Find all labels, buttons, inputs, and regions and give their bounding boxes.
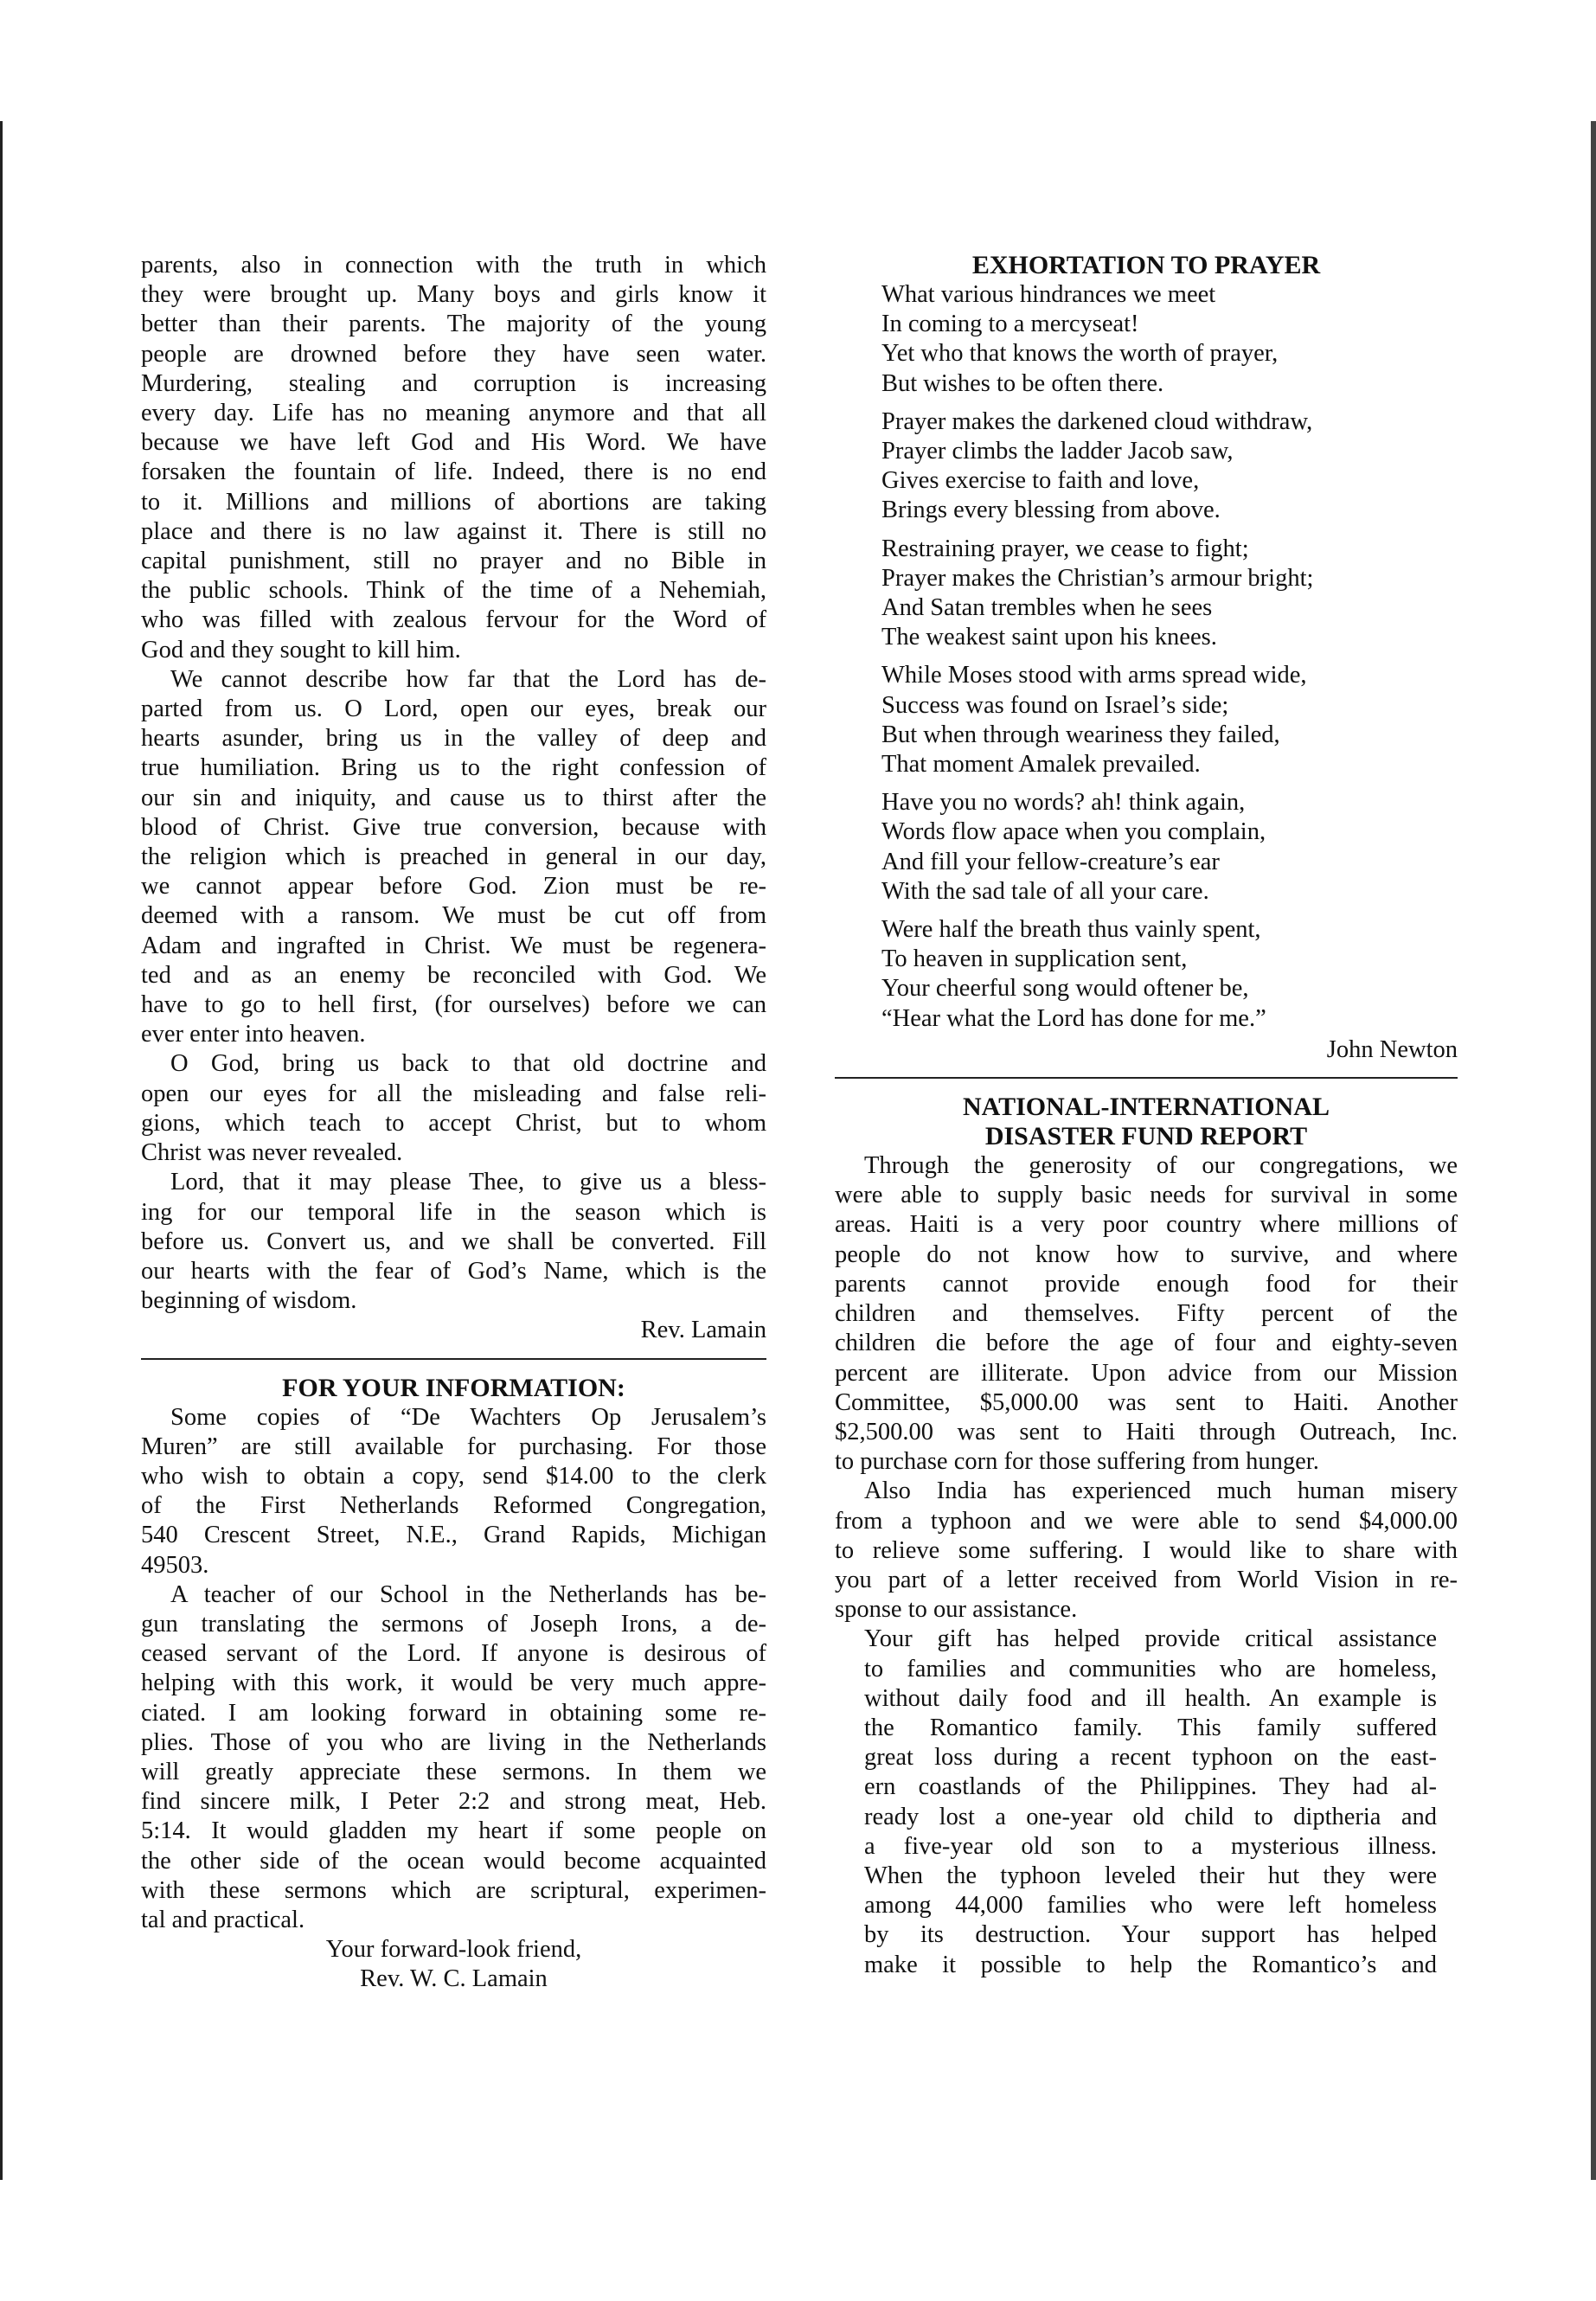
text-line: find sincere milk, I Peter 2:2 and strong meat, Heb.: [141, 1788, 766, 1816]
poem-line: Success was found on Israel’s side;: [881, 691, 1229, 719]
scan-right-edge: [1591, 121, 1596, 2180]
text-line: beginning of wisdom.: [141, 1287, 357, 1315]
text-line: with these sermons which are scriptural, experimen-: [141, 1876, 766, 1904]
poem-line: Your cheerful song would oftener be,: [881, 975, 1249, 1003]
text-line: of the First Netherlands Reformed Congregation,: [141, 1492, 766, 1520]
text-line: areas. Haiti is a very poor country where millions of: [835, 1211, 1458, 1239]
poem-line: But when through weariness they failed,: [881, 721, 1280, 748]
text-line: people do not know how to survive, and where: [835, 1240, 1458, 1268]
text-line: Adam and ingrafted in Christ. We must be regenera-: [141, 932, 766, 959]
text-line: percent are illiterate. Upon advice from our Mission: [835, 1359, 1458, 1387]
text-line: Committee, $5,000.00 was sent to Haiti. Another: [835, 1388, 1458, 1416]
poem-line: Were half the breath thus vainly spent,: [881, 916, 1261, 944]
text-line: our hearts with the fear of God’s Name, which is the: [141, 1257, 766, 1285]
poem-line: Gives exercise to faith and love,: [881, 467, 1200, 495]
poem-line: What various hindrances we meet: [881, 281, 1216, 308]
text-line: we cannot appear before God. Zion must be re-: [141, 873, 766, 901]
text-line: Some copies of “De Wachters Op Jerusalem’s: [170, 1403, 766, 1431]
text-line: plies. Those of you who are living in the Netherlands: [141, 1728, 766, 1756]
text-line: a five-year old son to a mysterious illness.: [864, 1832, 1437, 1860]
scan-left-edge: [0, 121, 3, 2180]
text-line: parents, also in connection with the truth in which: [141, 252, 766, 279]
text-line: people are drowned before they have seen water.: [141, 340, 766, 368]
poem-line: Prayer climbs the ladder Jacob saw,: [881, 438, 1234, 465]
text-line: Through the generosity of our congregations, we: [864, 1152, 1458, 1180]
text-line: to it. Millions and millions of abortions are taking: [141, 488, 766, 516]
text-line: Your gift has helped provide critical assistance: [864, 1625, 1437, 1653]
closing-salutation: Your forward-look friend,: [325, 1936, 582, 1964]
text-line: make it possible to help the Romantico’s and: [864, 1951, 1437, 1978]
poem-stanza: [881, 407, 1458, 526]
heading-disaster-fund-report: DISASTER FUND REPORT: [984, 1122, 1308, 1151]
text-line: 540 Crescent Street, N.E., Grand Rapids, Michigan: [141, 1522, 766, 1549]
text-line: who wish to obtain a copy, send $14.00 to the clerk: [141, 1462, 766, 1490]
text-line: have to go to hell first, (for ourselves) before we can: [141, 991, 766, 1019]
text-line: without daily food and ill health. An example is: [864, 1684, 1437, 1712]
text-line: ready lost a one-year old child to diptheria and: [864, 1803, 1437, 1830]
text-line: 5:14. It would gladden my heart if some people on: [141, 1817, 766, 1845]
poem-line: Words flow apace when you complain,: [881, 818, 1266, 846]
text-line: sponse to our assistance.: [835, 1596, 1078, 1624]
text-line: from a typhoon and we were able to send $4,000.00: [835, 1507, 1458, 1535]
text-line: gions, which teach to accept Christ, but to whom: [141, 1109, 766, 1137]
section-divider: [835, 1077, 1458, 1079]
text-line: the religion which is preached in general in our day,: [141, 843, 766, 871]
poem-line: Prayer makes the Christian’s armour bright;: [881, 564, 1314, 592]
text-line: were able to supply basic needs for survival in some: [835, 1182, 1458, 1209]
paragraph-book-copies: [141, 1403, 766, 1580]
text-line: to families and communities who are homeless,: [864, 1655, 1437, 1682]
text-line: they were brought up. Many boys and girls know it: [141, 281, 766, 309]
text-line: Lord, that it may please Thee, to give us a bless-: [170, 1169, 766, 1196]
text-line: every day. Life has no meaning anymore and that all: [141, 400, 766, 427]
text-line: the other side of the ocean would become acquainted: [141, 1847, 766, 1875]
text-line: ing for our temporal life in the season which is: [141, 1198, 766, 1226]
poem-line: Prayer makes the darkened cloud withdraw,: [881, 407, 1313, 435]
text-line: by its destruction. Your support has helped: [864, 1921, 1437, 1949]
text-line: better than their parents. The majority of the young: [141, 311, 766, 338]
poem-line: Brings every blessing from above.: [881, 497, 1221, 524]
text-line: 49503.: [141, 1551, 209, 1579]
text-line: gun translating the sermons of Joseph Irons, a de-: [141, 1610, 766, 1638]
text-line: God and they sought to kill him.: [141, 636, 461, 663]
text-line: the public schools. Think of the time of a Nehemiah,: [141, 577, 766, 605]
text-line: hearts asunder, bring us in the valley of deep and: [141, 725, 766, 753]
text-line: deemed with a ransom. We must be cut off from: [141, 902, 766, 930]
closing-name: Rev. W. C. Lamain: [360, 1965, 548, 1993]
continued-paragraph: [141, 251, 766, 665]
poem-line: But wishes to be often there.: [881, 369, 1164, 397]
text-line: place and there is no law against it. There is still no: [141, 517, 766, 545]
poem-line: Have you no words? ah! think again,: [881, 789, 1246, 817]
poem-exhortation-to-prayer: [881, 280, 1458, 1034]
text-line: capital punishment, still no prayer and no Bible in: [141, 548, 766, 575]
text-line: ern coastlands of the Philippines. They had al-: [864, 1773, 1437, 1801]
text-line: parted from us. O Lord, open our eyes, break our: [141, 695, 766, 723]
text-line: We cannot describe how far that the Lord has de-: [170, 665, 766, 693]
text-line: you part of a letter received from World Vision in re-: [835, 1566, 1458, 1593]
poem-stanza: [881, 788, 1458, 907]
text-line: $2,500.00 was sent to Haiti through Outreach, Inc.: [835, 1418, 1458, 1445]
text-line: Christ was never revealed.: [141, 1139, 403, 1167]
paragraph-irons-sermons: [141, 1580, 766, 1935]
scan-top-margin: [0, 0, 1596, 121]
text-line: When the typhoon leveled their hut they were: [864, 1862, 1437, 1889]
text-line: our sin and iniquity, and cause us to thirst after the: [141, 784, 766, 811]
text-line: open our eyes for all the misleading and false reli-: [141, 1080, 766, 1107]
text-line: great loss during a recent typhoon on the east-: [864, 1744, 1437, 1772]
poem-line: Yet who that knows the worth of prayer,: [881, 340, 1279, 368]
right-column: [835, 251, 1458, 1980]
text-line: tal and practical.: [141, 1906, 305, 1933]
text-line: to purchase corn for those suffering from hunger.: [835, 1448, 1319, 1476]
text-line: the Romantico family. This family suffered: [864, 1714, 1437, 1741]
text-line: Murdering, stealing and corruption is increasing: [141, 369, 766, 397]
poem-stanza: [881, 280, 1458, 399]
paragraph-haiti: [835, 1151, 1458, 1477]
poem-line: The weakest saint upon his knees.: [881, 624, 1217, 651]
poem-line: While Moses stood with arms spread wide,: [881, 662, 1307, 689]
heading-for-your-information: FOR YOUR INFORMATION:: [282, 1373, 625, 1402]
text-line: to relieve some suffering. I would like to share with: [835, 1536, 1458, 1564]
poem-line: That moment Amalek prevailed.: [881, 751, 1201, 779]
left-column: [141, 251, 766, 1995]
text-line: A teacher of our School in the Netherlands has be-: [170, 1580, 766, 1608]
poem-stanza: [881, 535, 1458, 653]
signature-rev-lamain: Rev. Lamain: [640, 1317, 766, 1344]
poem-line: In coming to a mercyseat!: [881, 311, 1139, 338]
text-line: among 44,000 families who were left homeless: [864, 1892, 1437, 1920]
text-line: children and themselves. Fifty percent of the: [835, 1300, 1458, 1328]
heading-national-international: NATIONAL-INTERNATIONAL: [963, 1093, 1330, 1122]
world-vision-letter-quote: [864, 1625, 1437, 1979]
poem-line: To heaven in supplication sent,: [881, 945, 1188, 973]
text-line: parents cannot provide enough food for their: [835, 1270, 1458, 1298]
paragraph-lord-departed: [141, 665, 766, 1050]
heading-exhortation-to-prayer: EXHORTATION TO PRAYER: [971, 251, 1321, 279]
text-line: forsaken the fountain of life. Indeed, there is no end: [141, 458, 766, 486]
text-line: Also India has experienced much human misery: [864, 1477, 1458, 1505]
text-line: true humiliation. Bring us to the right confession of: [141, 754, 766, 782]
text-line: ever enter into heaven.: [141, 1021, 366, 1048]
paragraph-india: [835, 1477, 1458, 1625]
text-line: before us. Convert us, and we shall be converted. Fill: [141, 1227, 766, 1255]
text-line: ted and as an enemy be reconciled with God. We: [141, 961, 766, 989]
text-line: ciated. I am looking forward in obtaining some re-: [141, 1699, 766, 1727]
poem-line: And Satan trembles when he sees: [881, 594, 1213, 622]
paragraph-old-doctrine: [141, 1049, 766, 1168]
text-line: who was filled with zealous fervour for the Word of: [141, 606, 766, 634]
poem-stanza: [881, 661, 1458, 779]
poem-line: With the sad tale of all your care.: [881, 877, 1209, 905]
text-line: O God, bring us back to that old doctrine and: [170, 1050, 766, 1078]
poem-stanza: [881, 915, 1458, 1034]
poem-line: “Hear what the Lord has done for me.”: [881, 1004, 1266, 1032]
poem-line: Restraining prayer, we cease to fight;: [881, 535, 1249, 562]
text-line: ceased servant of the Lord. If anyone is desirous of: [141, 1640, 766, 1668]
poem-line: And fill your fellow-creature’s ear: [881, 848, 1220, 875]
text-line: Muren” are still available for purchasing. For those: [141, 1433, 766, 1460]
text-line: helping with this work, it would be very much appre-: [141, 1670, 766, 1697]
section-divider: [141, 1358, 766, 1360]
text-line: because we have left God and His Word. We have: [141, 429, 766, 457]
scan-bottom-margin: [0, 2180, 1596, 2301]
poem-author: John Newton: [1326, 1035, 1458, 1063]
paragraph-temporal-blessing: [141, 1168, 766, 1316]
document-page: [0, 121, 1596, 2180]
text-line: children die before the age of four and eighty-seven: [835, 1330, 1458, 1357]
text-line: will greatly appreciate these sermons. In them we: [141, 1758, 766, 1785]
text-line: blood of Christ. Give true conversion, because with: [141, 813, 766, 841]
